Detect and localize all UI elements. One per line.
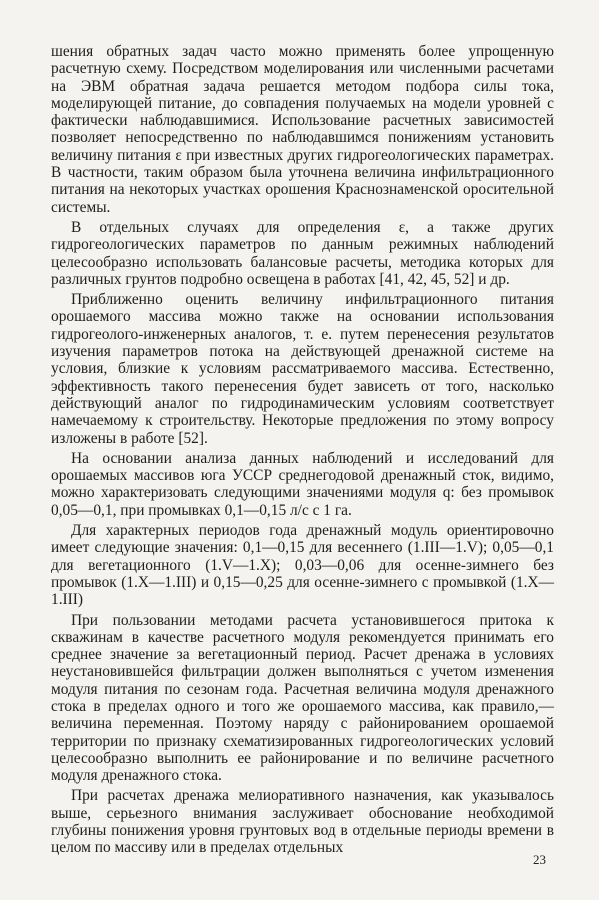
paragraph-4: На основании анализа данных наблюдений и исследований для орошаемых массивов юга УССР среднегодовой дренажный сток, видимо, можно характеризовать следующими значениями модуля q: без промывок 0,05—0,1, при промывках 0,1—0,15 л/с с 1 га. xyxy=(51,449,554,519)
paragraph-5: Для характерных периодов года дренажный модуль ориентировочно имеет следующие значения: 0,1—0,15 для весеннего (1.III—1.V); 0,05—0,1 для вегетационного (1.V—1.X); 0,03—0,06 для осенне-зимнего без промывок (1.X—1.III) и 0,15—0,25 для осенне-зимнего с промывкой (1.X—1.III) xyxy=(51,522,554,609)
paragraph-1: шения обратных задач часто можно применять более упрощенную расчетную схему. Посредством моделирования или численными расчетами на ЭВМ обратная задача решается методом подбора силы тока, моделирующей питание, до совпадения получаемых на модели уровней с фактически наблюдавшимися. Использование расчетных зависимостей позволяет непосредственно по наблюдавшимся понижениям установить величину питания ε при известных других гидрогеологических параметрах. В частности, таким образом была уточнена величина инфильтрационного питания на некоторых участках орошения Краснознаменской оросительной системы. xyxy=(51,43,554,216)
body-text xyxy=(51,43,554,860)
page-number: 23 xyxy=(533,852,546,867)
paragraph-3: Приближенно оценить величину инфильтрационного питания орошаемого массива можно также на основании использования гидрогеолого-инженерных аналогов, т. е. путем перенесения результатов изучения параметров потока на действующей дренажной системе на условия, близкие к условиям рассматриваемого массива. Естественно, эффективность такого перенесения будет зависеть от того, насколько действующий аналог по гидродинамическим условиям соответствует намечаемому к строительству. Некоторые предложения по этому вопросу изложены в работе [52]. xyxy=(51,291,554,447)
paragraph-6: При пользовании методами расчета установившегося притока к скважинам в качестве расчетного модуля рекомендуется принимать его среднее значение за вегетационный период. Расчет дренажа в условиях неустановившейся фильтрации должен выполняться с учетом изменения модуля питания по сезонам года. Расчетная величина модуля дренажного стока в пределах одного и того же орошаемого массива, как правило,—величина переменная. Поэтому наряду с районированием орошаемой территории по признаку схематизированных гидрогеологических условий целесообразно выполнить ее районирование и по величине расчетного модуля дренажного стока. xyxy=(51,611,554,785)
paragraph-7: При расчетах дренажа мелиоративного назначения, как указывалось выше, серьезного внимания заслуживает обоснование необходимой глубины понижения уровня грунтовых вод в отдельные периоды времени в целом по массиву или в пределах отдельных xyxy=(51,787,554,857)
paragraph-2: В отдельных случаях для определения ε, а также других гидрогеологических параметров по данным режимных наблюдений целесообразно использовать балансовые расчеты, методика которых для различных грунтов подробно освещена в работах [41, 42, 45, 52] и др. xyxy=(51,218,554,288)
